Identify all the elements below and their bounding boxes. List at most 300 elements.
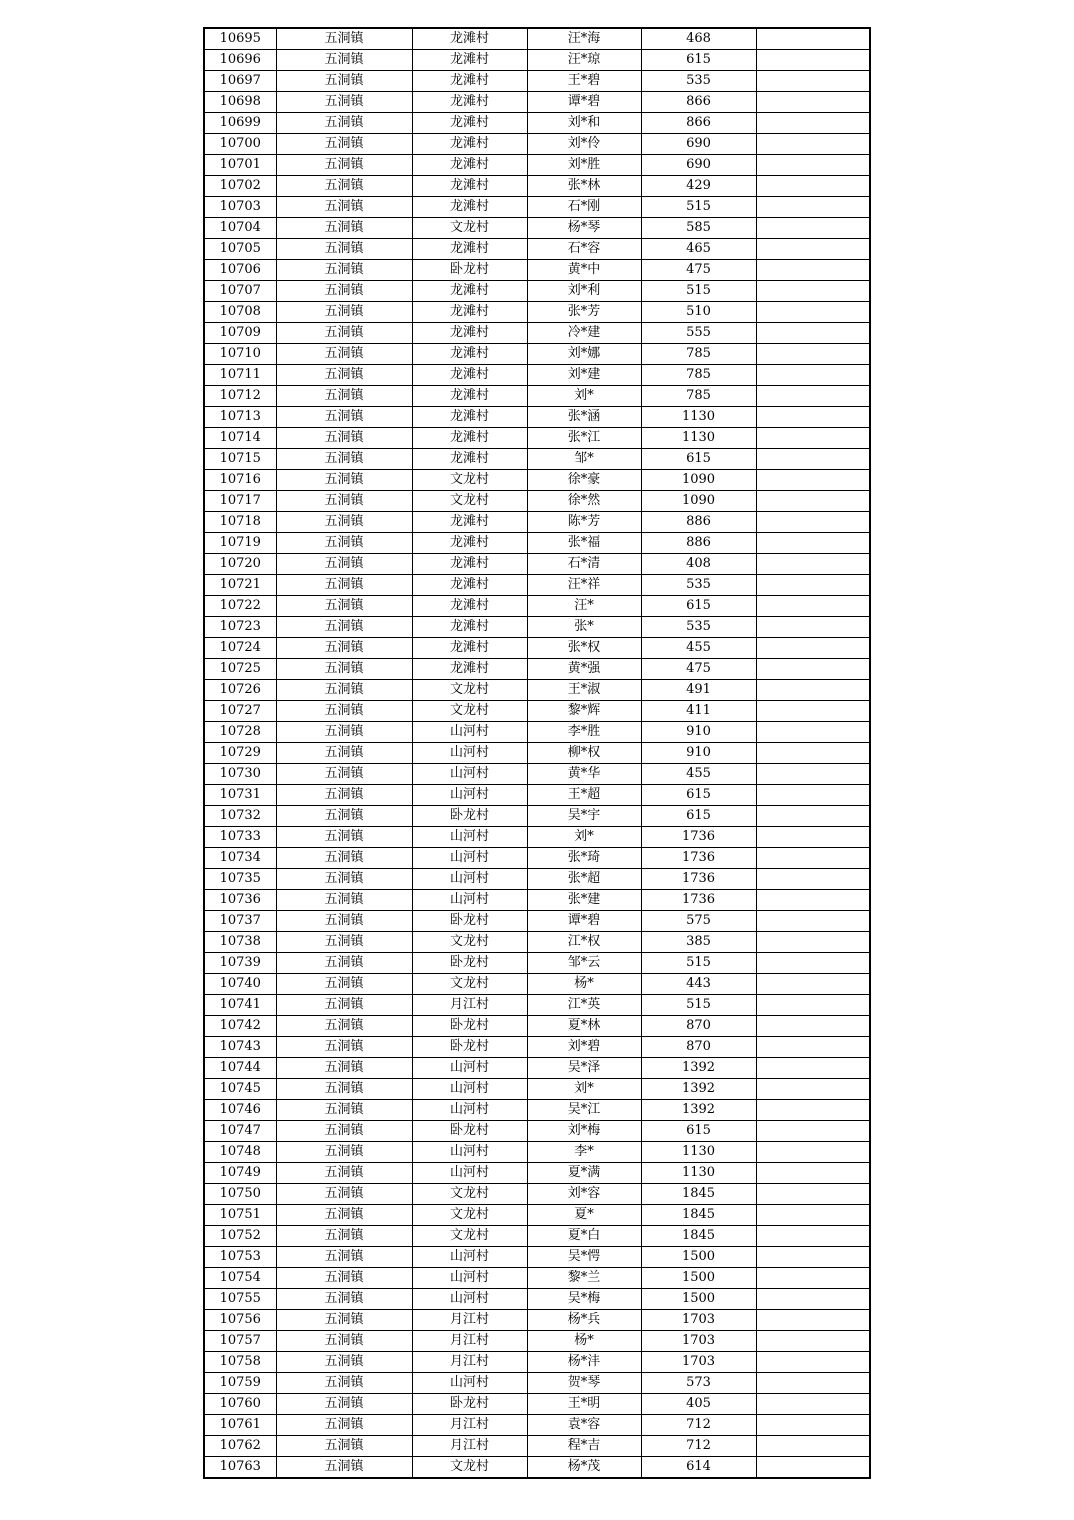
village-cell: 卧龙村 [412,953,527,974]
town-cell: 五洞镇 [276,386,412,407]
person-name-cell: 吴*江 [527,1100,641,1121]
amount-cell: 614 [641,1457,756,1479]
amount-cell: 535 [641,575,756,596]
amount-cell: 1130 [641,407,756,428]
town-cell: 五洞镇 [276,1331,412,1352]
table-row [204,617,870,638]
serial-number-cell: 10701 [204,155,276,176]
remark-cell [756,512,870,533]
amount-cell: 575 [641,911,756,932]
remark-cell [756,1394,870,1415]
town-cell: 五洞镇 [276,28,412,50]
town-cell: 五洞镇 [276,827,412,848]
town-cell: 五洞镇 [276,1373,412,1394]
village-cell: 龙滩村 [412,323,527,344]
table-row [204,827,870,848]
person-name-cell: 刘*胜 [527,155,641,176]
town-cell: 五洞镇 [276,617,412,638]
town-cell: 五洞镇 [276,1415,412,1436]
person-name-cell: 刘*伶 [527,134,641,155]
remark-cell [756,575,870,596]
amount-cell: 1392 [641,1100,756,1121]
remark-cell [756,1373,870,1394]
person-name-cell: 江*英 [527,995,641,1016]
amount-cell: 712 [641,1436,756,1457]
amount-cell: 491 [641,680,756,701]
village-cell: 山河村 [412,848,527,869]
serial-number-cell: 10704 [204,218,276,239]
serial-number-cell: 10703 [204,197,276,218]
table-row [204,596,870,617]
remark-cell [756,533,870,554]
table-row [204,28,870,50]
amount-cell: 408 [641,554,756,575]
remark-cell [756,638,870,659]
person-name-cell: 刘* [527,1079,641,1100]
amount-cell: 615 [641,596,756,617]
village-cell: 文龙村 [412,680,527,701]
remark-cell [756,428,870,449]
town-cell: 五洞镇 [276,1226,412,1247]
serial-number-cell: 10729 [204,743,276,764]
person-name-cell: 张*福 [527,533,641,554]
amount-cell: 475 [641,260,756,281]
town-cell: 五洞镇 [276,848,412,869]
table-row [204,71,870,92]
person-name-cell: 邹* [527,449,641,470]
table-row [204,1331,870,1352]
amount-cell: 1090 [641,491,756,512]
person-name-cell: 杨* [527,974,641,995]
village-cell: 文龙村 [412,1184,527,1205]
town-cell: 五洞镇 [276,932,412,953]
town-cell: 五洞镇 [276,764,412,785]
serial-number-cell: 10758 [204,1352,276,1373]
town-cell: 五洞镇 [276,1142,412,1163]
serial-number-cell: 10727 [204,701,276,722]
amount-cell: 1392 [641,1079,756,1100]
amount-cell: 1703 [641,1331,756,1352]
village-cell: 山河村 [412,827,527,848]
table-row [204,1184,870,1205]
remark-cell [756,1037,870,1058]
town-cell: 五洞镇 [276,1100,412,1121]
table-row [204,218,870,239]
amount-cell: 1736 [641,848,756,869]
town-cell: 五洞镇 [276,995,412,1016]
village-cell: 龙滩村 [412,617,527,638]
amount-cell: 510 [641,302,756,323]
table-row [204,1016,870,1037]
person-name-cell: 柳*权 [527,743,641,764]
remark-cell [756,386,870,407]
table-row [204,701,870,722]
serial-number-cell: 10711 [204,365,276,386]
remark-cell [756,1205,870,1226]
amount-cell: 1845 [641,1205,756,1226]
serial-number-cell: 10697 [204,71,276,92]
village-cell: 月江村 [412,995,527,1016]
person-name-cell: 刘*容 [527,1184,641,1205]
person-name-cell: 谭*碧 [527,92,641,113]
table-row [204,1289,870,1310]
table-row [204,575,870,596]
village-cell: 山河村 [412,869,527,890]
remark-cell [756,1079,870,1100]
table-row [204,554,870,575]
town-cell: 五洞镇 [276,71,412,92]
serial-number-cell: 10745 [204,1079,276,1100]
remark-cell [756,1289,870,1310]
person-name-cell: 张*权 [527,638,641,659]
remark-cell [756,1184,870,1205]
serial-number-cell: 10709 [204,323,276,344]
remark-cell [756,155,870,176]
person-name-cell: 汪*祥 [527,575,641,596]
serial-number-cell: 10724 [204,638,276,659]
table-row [204,1121,870,1142]
serial-number-cell: 10705 [204,239,276,260]
serial-number-cell: 10726 [204,680,276,701]
amount-cell: 910 [641,722,756,743]
subsidy-list-table [203,27,871,1479]
serial-number-cell: 10759 [204,1373,276,1394]
remark-cell [756,1310,870,1331]
serial-number-cell: 10754 [204,1268,276,1289]
remark-cell [756,974,870,995]
town-cell: 五洞镇 [276,50,412,71]
village-cell: 龙滩村 [412,155,527,176]
remark-cell [756,932,870,953]
person-name-cell: 徐*然 [527,491,641,512]
table-row [204,239,870,260]
serial-number-cell: 10723 [204,617,276,638]
table-row [204,995,870,1016]
town-cell: 五洞镇 [276,218,412,239]
village-cell: 龙滩村 [412,344,527,365]
person-name-cell: 王*超 [527,785,641,806]
table-row [204,1415,870,1436]
remark-cell [756,554,870,575]
serial-number-cell: 10737 [204,911,276,932]
remark-cell [756,218,870,239]
person-name-cell: 杨* [527,1331,641,1352]
village-cell: 龙滩村 [412,28,527,50]
person-name-cell: 刘*利 [527,281,641,302]
amount-cell: 1500 [641,1289,756,1310]
village-cell: 山河村 [412,743,527,764]
amount-cell: 615 [641,50,756,71]
serial-number-cell: 10700 [204,134,276,155]
table-row [204,638,870,659]
village-cell: 龙滩村 [412,407,527,428]
remark-cell [756,806,870,827]
village-cell: 龙滩村 [412,428,527,449]
serial-number-cell: 10739 [204,953,276,974]
serial-number-cell: 10735 [204,869,276,890]
amount-cell: 615 [641,1121,756,1142]
remark-cell [756,1352,870,1373]
amount-cell: 455 [641,764,756,785]
town-cell: 五洞镇 [276,428,412,449]
town-cell: 五洞镇 [276,1352,412,1373]
remark-cell [756,617,870,638]
remark-cell [756,911,870,932]
amount-cell: 1392 [641,1058,756,1079]
table-row [204,1100,870,1121]
remark-cell [756,869,870,890]
remark-cell [756,28,870,50]
person-name-cell: 刘* [527,827,641,848]
table-row [204,1205,870,1226]
town-cell: 五洞镇 [276,344,412,365]
remark-cell [756,1268,870,1289]
amount-cell: 515 [641,197,756,218]
remark-cell [756,827,870,848]
village-cell: 龙滩村 [412,365,527,386]
amount-cell: 468 [641,28,756,50]
serial-number-cell: 10741 [204,995,276,1016]
town-cell: 五洞镇 [276,1289,412,1310]
person-name-cell: 刘* [527,386,641,407]
remark-cell [756,1016,870,1037]
village-cell: 龙滩村 [412,281,527,302]
serial-number-cell: 10753 [204,1247,276,1268]
serial-number-cell: 10733 [204,827,276,848]
village-cell: 文龙村 [412,491,527,512]
serial-number-cell: 10710 [204,344,276,365]
table-row [204,512,870,533]
town-cell: 五洞镇 [276,701,412,722]
remark-cell [756,596,870,617]
amount-cell: 515 [641,281,756,302]
town-cell: 五洞镇 [276,260,412,281]
village-cell: 卧龙村 [412,806,527,827]
serial-number-cell: 10742 [204,1016,276,1037]
person-name-cell: 黎*辉 [527,701,641,722]
town-cell: 五洞镇 [276,1184,412,1205]
table-row [204,281,870,302]
table-row [204,953,870,974]
person-name-cell: 谭*碧 [527,911,641,932]
table-row [204,1310,870,1331]
remark-cell [756,1415,870,1436]
table-row [204,911,870,932]
table-row [204,1226,870,1247]
village-cell: 龙滩村 [412,50,527,71]
table-row [204,1373,870,1394]
serial-number-cell: 10695 [204,28,276,50]
serial-number-cell: 10698 [204,92,276,113]
village-cell: 山河村 [412,1079,527,1100]
remark-cell [756,701,870,722]
remark-cell [756,1100,870,1121]
serial-number-cell: 10746 [204,1100,276,1121]
serial-number-cell: 10728 [204,722,276,743]
remark-cell [756,449,870,470]
remark-cell [756,743,870,764]
village-cell: 山河村 [412,1058,527,1079]
person-name-cell: 冷*建 [527,323,641,344]
village-cell: 山河村 [412,722,527,743]
table-row [204,1142,870,1163]
serial-number-cell: 10734 [204,848,276,869]
amount-cell: 555 [641,323,756,344]
table-row [204,1037,870,1058]
remark-cell [756,1142,870,1163]
table-row [204,533,870,554]
town-cell: 五洞镇 [276,512,412,533]
serial-number-cell: 10761 [204,1415,276,1436]
amount-cell: 910 [641,743,756,764]
amount-cell: 429 [641,176,756,197]
person-name-cell: 杨*茂 [527,1457,641,1479]
village-cell: 龙滩村 [412,386,527,407]
table-row [204,491,870,512]
remark-cell [756,344,870,365]
village-cell: 卧龙村 [412,1037,527,1058]
town-cell: 五洞镇 [276,953,412,974]
remark-cell [756,1163,870,1184]
amount-cell: 615 [641,785,756,806]
serial-number-cell: 10732 [204,806,276,827]
remark-cell [756,1121,870,1142]
amount-cell: 515 [641,995,756,1016]
person-name-cell: 吴*宇 [527,806,641,827]
table-row [204,1268,870,1289]
town-cell: 五洞镇 [276,1205,412,1226]
amount-cell: 712 [641,1415,756,1436]
table-row [204,176,870,197]
amount-cell: 615 [641,449,756,470]
serial-number-cell: 10743 [204,1037,276,1058]
person-name-cell: 袁*容 [527,1415,641,1436]
table-row [204,764,870,785]
remark-cell [756,953,870,974]
town-cell: 五洞镇 [276,575,412,596]
village-cell: 文龙村 [412,218,527,239]
village-cell: 山河村 [412,1373,527,1394]
amount-cell: 1736 [641,827,756,848]
town-cell: 五洞镇 [276,1016,412,1037]
town-cell: 五洞镇 [276,113,412,134]
table-row [204,155,870,176]
person-name-cell: 刘*和 [527,113,641,134]
serial-number-cell: 10736 [204,890,276,911]
town-cell: 五洞镇 [276,659,412,680]
remark-cell [756,71,870,92]
village-cell: 文龙村 [412,974,527,995]
person-name-cell: 王*碧 [527,71,641,92]
serial-number-cell: 10750 [204,1184,276,1205]
table-row [204,470,870,491]
serial-number-cell: 10716 [204,470,276,491]
amount-cell: 1500 [641,1268,756,1289]
serial-number-cell: 10760 [204,1394,276,1415]
town-cell: 五洞镇 [276,785,412,806]
person-name-cell: 汪*海 [527,28,641,50]
town-cell: 五洞镇 [276,470,412,491]
town-cell: 五洞镇 [276,281,412,302]
amount-cell: 785 [641,365,756,386]
serial-number-cell: 10717 [204,491,276,512]
town-cell: 五洞镇 [276,239,412,260]
serial-number-cell: 10718 [204,512,276,533]
person-name-cell: 张*琦 [527,848,641,869]
amount-cell: 870 [641,1016,756,1037]
person-name-cell: 邹*云 [527,953,641,974]
town-cell: 五洞镇 [276,743,412,764]
remark-cell [756,722,870,743]
person-name-cell: 张*涵 [527,407,641,428]
serial-number-cell: 10714 [204,428,276,449]
person-name-cell: 王*淑 [527,680,641,701]
person-name-cell: 黄*强 [527,659,641,680]
town-cell: 五洞镇 [276,890,412,911]
person-name-cell: 夏*白 [527,1226,641,1247]
town-cell: 五洞镇 [276,1310,412,1331]
village-cell: 月江村 [412,1415,527,1436]
amount-cell: 1703 [641,1310,756,1331]
village-cell: 龙滩村 [412,575,527,596]
village-cell: 山河村 [412,1247,527,1268]
person-name-cell: 石*刚 [527,197,641,218]
serial-number-cell: 10747 [204,1121,276,1142]
amount-cell: 785 [641,386,756,407]
serial-number-cell: 10752 [204,1226,276,1247]
village-cell: 文龙村 [412,470,527,491]
table-row [204,50,870,71]
person-name-cell: 杨*兵 [527,1310,641,1331]
village-cell: 山河村 [412,764,527,785]
village-cell: 文龙村 [412,1226,527,1247]
serial-number-cell: 10731 [204,785,276,806]
table-row [204,869,870,890]
remark-cell [756,407,870,428]
serial-number-cell: 10748 [204,1142,276,1163]
remark-cell [756,491,870,512]
table-row [204,1457,870,1479]
town-cell: 五洞镇 [276,407,412,428]
village-cell: 卧龙村 [412,260,527,281]
person-name-cell: 江*权 [527,932,641,953]
person-name-cell: 刘*碧 [527,1037,641,1058]
table-row [204,1079,870,1100]
table-row [204,1058,870,1079]
village-cell: 龙滩村 [412,554,527,575]
amount-cell: 1703 [641,1352,756,1373]
person-name-cell: 张*芳 [527,302,641,323]
table-row [204,1394,870,1415]
amount-cell: 866 [641,92,756,113]
serial-number-cell: 10762 [204,1436,276,1457]
remark-cell [756,134,870,155]
remark-cell [756,659,870,680]
village-cell: 龙滩村 [412,533,527,554]
amount-cell: 1500 [641,1247,756,1268]
remark-cell [756,92,870,113]
amount-cell: 443 [641,974,756,995]
table-row [204,680,870,701]
remark-cell [756,365,870,386]
person-name-cell: 李* [527,1142,641,1163]
person-name-cell: 程*吉 [527,1436,641,1457]
serial-number-cell: 10721 [204,575,276,596]
table-row [204,386,870,407]
amount-cell: 870 [641,1037,756,1058]
amount-cell: 690 [641,134,756,155]
person-name-cell: 黎*兰 [527,1268,641,1289]
